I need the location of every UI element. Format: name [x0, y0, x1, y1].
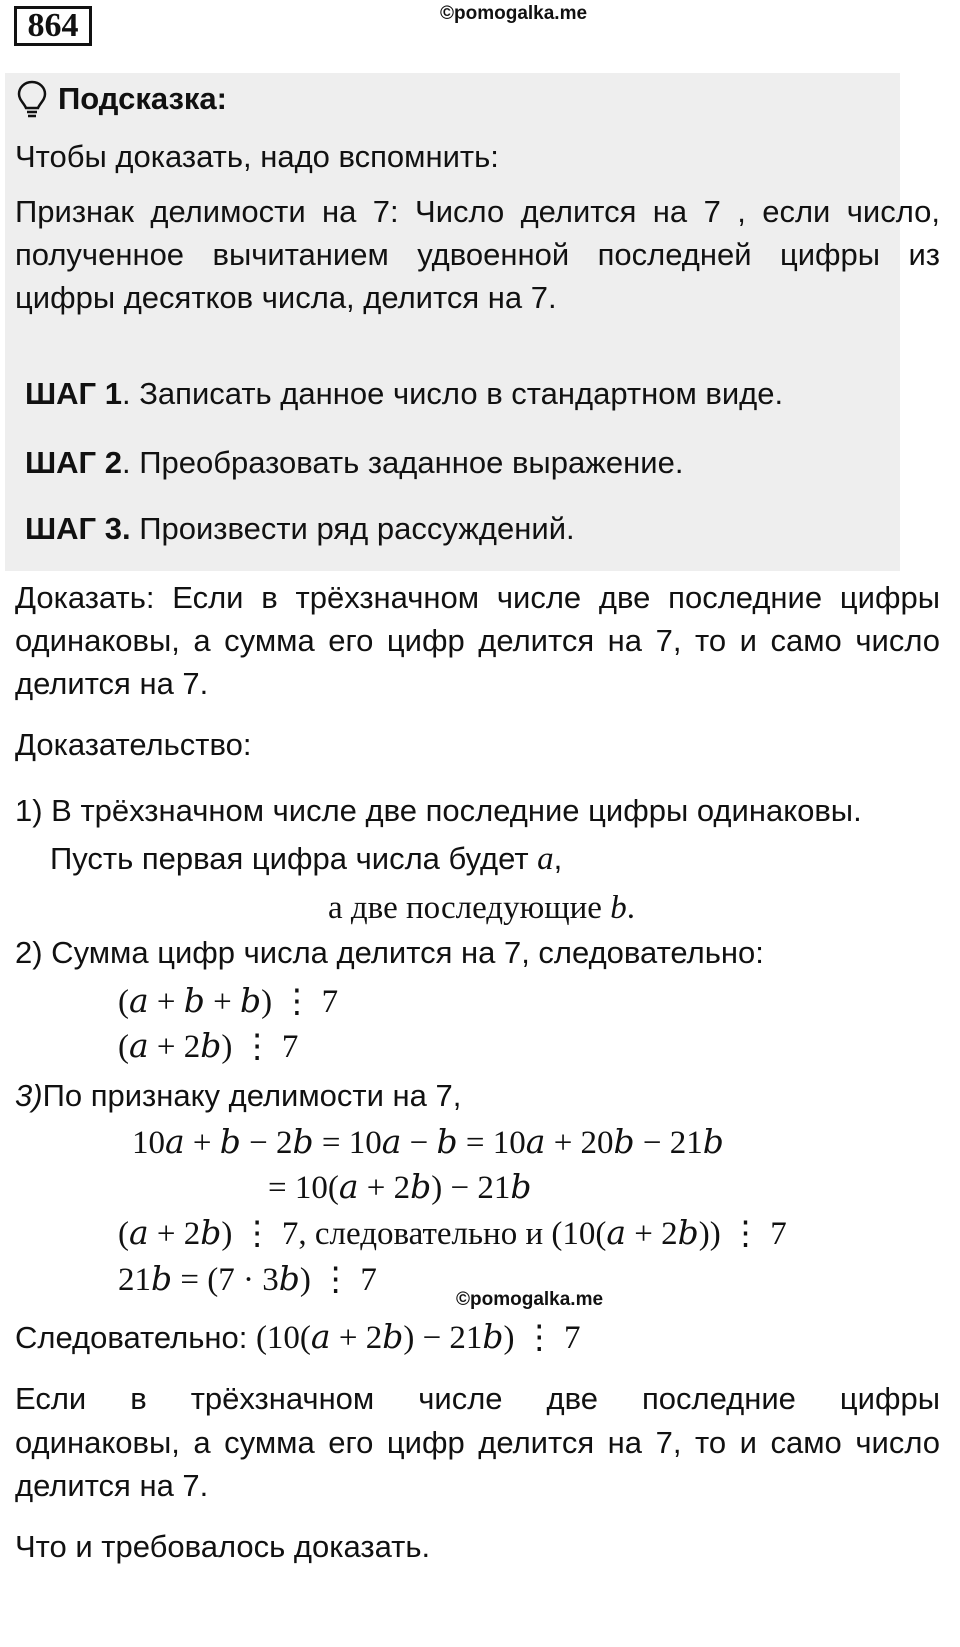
- watermark-top: ©pomogalka.me: [440, 3, 588, 24]
- task-line3: делится на 7.: [15, 666, 209, 701]
- hint-step-1: ШАГ 1. Записать данное число в стандартном виде.: [25, 376, 784, 411]
- conclusion-text-line3: делится на 7.: [15, 1468, 209, 1503]
- conclusion-text-line1: Если в трёхзначном числе две последние цифры: [15, 1381, 940, 1416]
- step1-line2: Пусть первая цифра числа будет a,: [50, 841, 563, 877]
- task-line2: одинаковы, а сумма его цифр делится на 7, то и само число: [15, 623, 940, 658]
- step1-line1: 1) В трёхзначном числе две последние цифры одинаковы.: [15, 793, 862, 828]
- hint-step-2: ШАГ 2. Преобразовать заданное выражение.: [25, 445, 684, 480]
- step3-eq3: (𝑎 + 2𝑏) ⋮ 7, следовательно и (10(𝑎 + 2𝑏)) ⋮ 7: [118, 1216, 787, 1252]
- proof-title: Доказательство:: [15, 727, 252, 762]
- step2-expr1: (𝑎 + 𝑏 + 𝑏) ⋮ 7: [118, 984, 339, 1020]
- task-line1: Доказать: Если в трёхзначном числе две последние цифры: [15, 580, 940, 615]
- problem-number: 864: [14, 6, 92, 46]
- hint-rule-line1: Признак делимости на 7: Число делится на 7 , если число,: [15, 194, 940, 229]
- step3-eq2: = 10(𝑎 + 2𝑏) − 21𝑏: [268, 1170, 532, 1206]
- step3-line1: 3)По признаку делимости на 7,: [15, 1078, 462, 1113]
- step2-line1: 2) Сумма цифр числа делится на 7, следовательно:: [15, 935, 764, 970]
- hint-step-3: ШАГ 3. Произвести ряд рассуждений.: [25, 511, 575, 546]
- step2-expr2: (𝑎 + 2𝑏) ⋮ 7: [118, 1029, 299, 1065]
- hint-rule-line2: полученное вычитанием удвоенной последней цифры из: [15, 237, 940, 272]
- watermark-mid: ©pomogalka.me: [456, 1289, 604, 1310]
- qed: Что и требовалось доказать.: [15, 1529, 431, 1564]
- hint-rule-line3: цифры десятков числа, делится на 7.: [15, 280, 557, 315]
- conclusion-text-line2: одинаковы, а сумма его цифр делится на 7, то и само число: [15, 1425, 940, 1460]
- step3-eq1: 10𝑎 + 𝑏 − 2𝑏 = 10𝑎 − 𝑏 = 10𝑎 + 20𝑏 − 21𝑏: [132, 1125, 724, 1161]
- hint-title: Подсказка:: [58, 81, 227, 116]
- lightbulb-icon: [17, 80, 47, 120]
- hint-intro: Чтобы доказать, надо вспомнить:: [15, 139, 499, 174]
- conclusion-line: Следовательно: (10(𝑎 + 2𝑏) − 21𝑏) ⋮ 7: [15, 1320, 581, 1356]
- step1-line3: а две последующие b.: [328, 890, 635, 926]
- step3-eq4: 21𝑏 = (7 · 3𝑏) ⋮ 7: [118, 1262, 377, 1298]
